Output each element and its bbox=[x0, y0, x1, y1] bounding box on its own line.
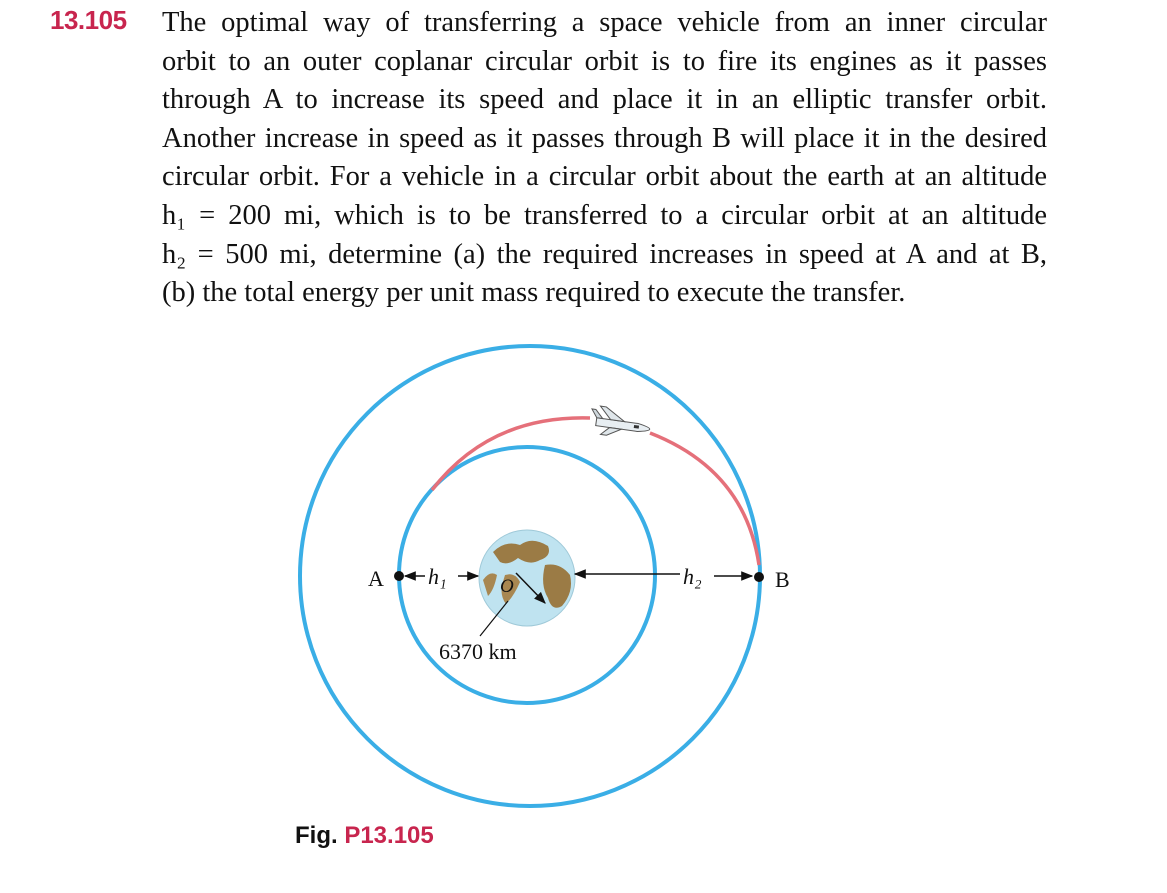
earth-icon bbox=[479, 530, 575, 626]
point-a-label: A bbox=[368, 566, 384, 591]
shuttle-icon bbox=[589, 405, 652, 441]
problem-line: through A to increase its speed and place it in an elliptic transfer orbit. bbox=[162, 84, 1047, 116]
transfer-orbit-right bbox=[650, 433, 759, 565]
problem-line: The optimal way of transferring a space vehicle from an inner circular bbox=[162, 7, 1047, 38]
h1-label: h₁ bbox=[428, 564, 447, 589]
problem-line: circular orbit. For a vehicle in a circular orbit about the earth at an altitude bbox=[162, 161, 1047, 193]
point-a-marker bbox=[394, 571, 404, 581]
problem-number: 13.105 bbox=[50, 5, 127, 35]
point-b-marker bbox=[754, 572, 764, 582]
problem-line: h₂ = 500 mi, determine (a) the required increases in speed at A and at B, bbox=[162, 238, 1047, 270]
problem-line: Another increase in speed as it passes through B will place it in the desired bbox=[162, 122, 1047, 154]
center-label: O bbox=[500, 576, 514, 597]
problem-line: orbit to an outer coplanar circular orbit is to fire its engines as it passes bbox=[162, 45, 1047, 77]
figure-caption-word: Fig. bbox=[295, 822, 338, 849]
point-b-label: B bbox=[775, 567, 790, 592]
problem-line: (b) the total energy per unit mass required to execute the transfer. bbox=[162, 277, 906, 309]
problem-line: h₁ = 200 mi, which is to be transferred to a circular orbit at an altitude bbox=[162, 199, 1047, 231]
earth-radius-label: 6370 km bbox=[439, 639, 517, 664]
figure-caption-id: P13.105 bbox=[344, 822, 434, 849]
h2-label: h₂ bbox=[683, 564, 702, 589]
figure-caption bbox=[295, 822, 434, 850]
